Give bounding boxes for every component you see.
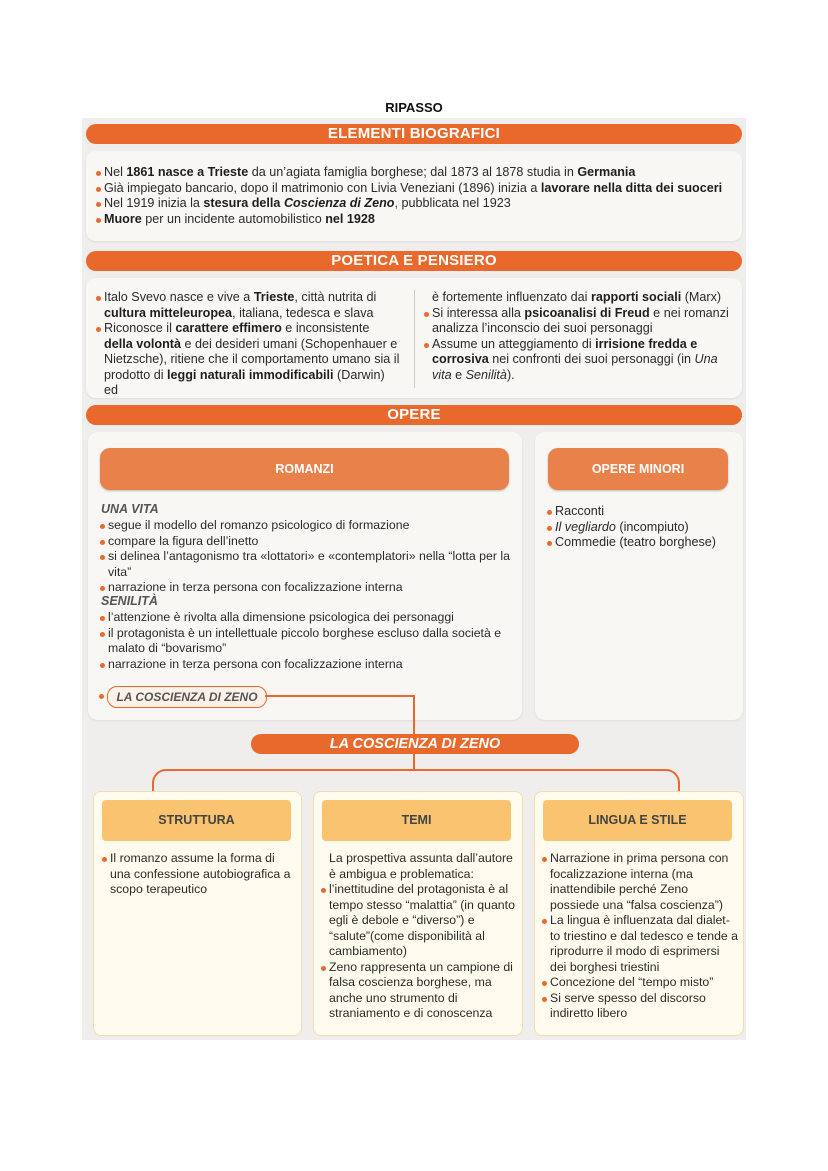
- column-divider: [414, 290, 415, 388]
- opere-minori-list: [547, 504, 737, 551]
- connector-line: [265, 695, 415, 697]
- temi-list: [321, 851, 515, 1022]
- list-item: La lingua è influenzata dal dialet-to triestino e dal tedesco e tende a riprodurre il modo di esprimersi dei borghesi triestini: [542, 913, 738, 975]
- list-item: l’inettitudine del protagonista è al tempo stesso “malattia” (in quanto egli è debole e “diverso”) e “salute”(come disponibilità al cambiamento): [321, 882, 515, 960]
- list-item: narrazione in terza persona con focalizzazione interna: [100, 657, 515, 673]
- list-item: Si interessa alla psicoanalisi di Freud e nei romanzi analizza l’inconscio dei suoi personaggi: [424, 306, 734, 337]
- connector-line: [413, 695, 415, 735]
- poetica-left-column: [96, 290, 401, 399]
- list-item: Narrazione in prima persona con focalizzazione interna (ma inattendibile perché Zeno possiede una “falsa coscienza”): [542, 851, 738, 913]
- bio-box: [86, 151, 742, 241]
- poetica-right-column: [424, 290, 734, 383]
- poetica-section-header: POETICA E PENSIERO: [86, 251, 742, 271]
- list-item: Zeno rappresenta un campione di falsa coscienza borghese, ma anche uno strumento di straniamento e di conoscenza: [321, 960, 515, 1022]
- zeno-link-tag: LA COSCIENZA DI ZENO: [107, 686, 267, 708]
- list-item: Muore per un incidente automobilistico nel 1928: [96, 212, 736, 228]
- list-item: si delinea l’antagonismo tra «lottatori» e «contemplatori» nella “lotta per la vita”: [100, 549, 515, 580]
- opere-minori-header: OPERE MINORI: [548, 448, 728, 490]
- list-item: Commedie (teatro borghese): [547, 535, 737, 551]
- struttura-header: STRUTTURA: [102, 800, 291, 841]
- list-item: Nel 1919 inizia la stesura della Coscienza di Zeno, pubblicata nel 1923: [96, 196, 736, 212]
- romanzi-header: ROMANZI: [100, 448, 509, 490]
- senilita-heading: SENILITÀ: [101, 594, 158, 608]
- bullet-dot: [99, 694, 104, 699]
- branch-connector: [152, 769, 680, 791]
- una-vita-list: [100, 518, 515, 596]
- list-item: Il vegliardo (incompiuto): [547, 520, 737, 536]
- list-item: il protagonista è un intellettuale piccolo borghese escluso dalla società e malato di “bovarismo”: [100, 626, 515, 657]
- list-item: Italo Svevo nasce e vive a Trieste, città nutrita di cultura mitteleuropea, italiana, tedesca e slava: [96, 290, 401, 321]
- list-item: l’attenzione è rivolta alla dimensione psicologica dei personaggi: [100, 610, 515, 626]
- senilita-list: [100, 610, 515, 672]
- una-vita-heading: UNA VITA: [101, 502, 159, 516]
- temi-header: TEMI: [322, 800, 511, 841]
- opere-section-header: OPERE: [86, 405, 742, 425]
- struttura-list: [102, 851, 294, 898]
- list-item: narrazione in terza persona con focalizzazione interna: [100, 580, 515, 596]
- list-item: Già impiegato bancario, dopo il matrimonio con Livia Veneziani (1896) inizia a lavorare nella ditta dei suoceri: [96, 181, 736, 197]
- list-item: Nel 1861 nasce a Trieste da un’agiata famiglia borghese; dal 1873 al 1878 studia in Germania: [96, 165, 736, 181]
- lingua-stile-list: [542, 851, 738, 1022]
- list-item: compare la figura dell’inetto: [100, 534, 515, 550]
- list-item: La prospettiva assunta dall’autore è ambigua e problematica:: [329, 851, 513, 881]
- page-title: RIPASSO: [385, 100, 443, 115]
- list-item: Racconti: [547, 504, 737, 520]
- zeno-section-header: LA COSCIENZA DI ZENO: [251, 734, 579, 754]
- list-item: segue il modello del romanzo psicologico di formazione: [100, 518, 515, 534]
- list-item: Il romanzo assume la forma di una confessione autobiografica a scopo terapeutico: [102, 851, 294, 898]
- poetica-box: [86, 278, 742, 398]
- list-item: Si serve spesso del discorso indiretto libero: [542, 991, 738, 1022]
- bio-section-header: ELEMENTI BIOGRAFICI: [86, 124, 742, 144]
- list-item: è fortemente influenzato dai rapporti sociali (Marx): [432, 290, 722, 304]
- connector-line: [413, 754, 415, 770]
- list-item: Riconosce il carattere effimero e inconsistente della volontà e dei desideri umani (Schopenhauer e Nietzsche), ritiene che il comportamento umano sia il prodotto di leggi naturali immodificabili (Darwin) ed: [96, 321, 401, 399]
- list-item: Assume un atteggiamento di irrisione fredda e corrosiva nei confronti dei suoi personaggi (in Una vita e Senilità).: [424, 337, 734, 384]
- bio-list: [96, 165, 736, 227]
- lingua-stile-header: LINGUA E STILE: [543, 800, 732, 841]
- list-item: Concezione del “tempo misto”: [542, 975, 738, 991]
